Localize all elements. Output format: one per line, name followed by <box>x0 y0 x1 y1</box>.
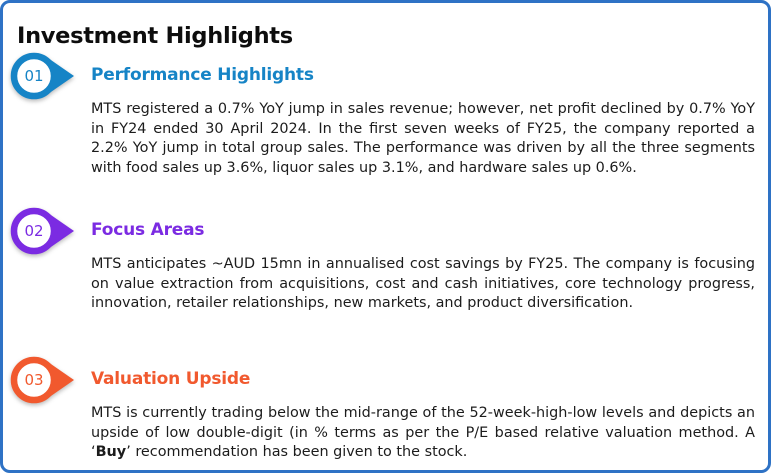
body-text-bold: Buy <box>95 444 127 461</box>
body-text: MTS is currently trading below the mid-range of the 52-week-high-low levels and depicts an upside of low double-digit (in % terms as per the P/E based relative valuation method. A ‘ <box>91 405 755 461</box>
section-heading: Performance Highlights <box>91 65 314 85</box>
body-text: MTS registered a 0.7% YoY jump in sales revenue; however, net profit declined by 0.7% YoY in FY24 ended 30 April 2024. In the first seven weeks of FY25, the company reported a 2.2% YoY jump in total group sales. The performance was driven by all the three segments with food sales up 3.6%, liquor sales up 3.1%, and hardware sales up 0.6%. <box>91 101 755 176</box>
step-number: 03 <box>24 371 44 389</box>
section-body <box>91 255 755 314</box>
step-badge-03 <box>10 355 76 407</box>
page-title: Investment Highlights <box>17 23 293 50</box>
section-valuation-upside <box>3 353 768 463</box>
step-badge-01 <box>10 51 76 103</box>
section-heading: Focus Areas <box>91 220 205 240</box>
pin-marker-right-icon <box>10 355 76 407</box>
section-body <box>91 404 755 463</box>
section-performance-highlights <box>3 49 768 178</box>
body-text: MTS anticipates ~AUD 15mn in annualised cost savings by FY25. The company is focusing on value extraction from acquisitions, cost and cash initiatives, core technology progress, innovation, retailer relationships, new markets, and product diversification. <box>91 256 755 312</box>
step-number: 02 <box>24 222 44 240</box>
step-badge-02 <box>10 206 76 258</box>
body-text: ’ recommendation has been given to the stock. <box>126 444 468 461</box>
section-content <box>91 353 755 463</box>
pin-marker-right-icon <box>10 206 76 258</box>
section-heading: Valuation Upside <box>91 369 251 389</box>
step-number: 01 <box>24 67 44 85</box>
section-focus-areas <box>3 204 768 314</box>
section-body <box>91 100 755 178</box>
pin-marker-right-icon <box>10 51 76 103</box>
section-content <box>91 204 755 314</box>
section-content <box>91 49 755 178</box>
